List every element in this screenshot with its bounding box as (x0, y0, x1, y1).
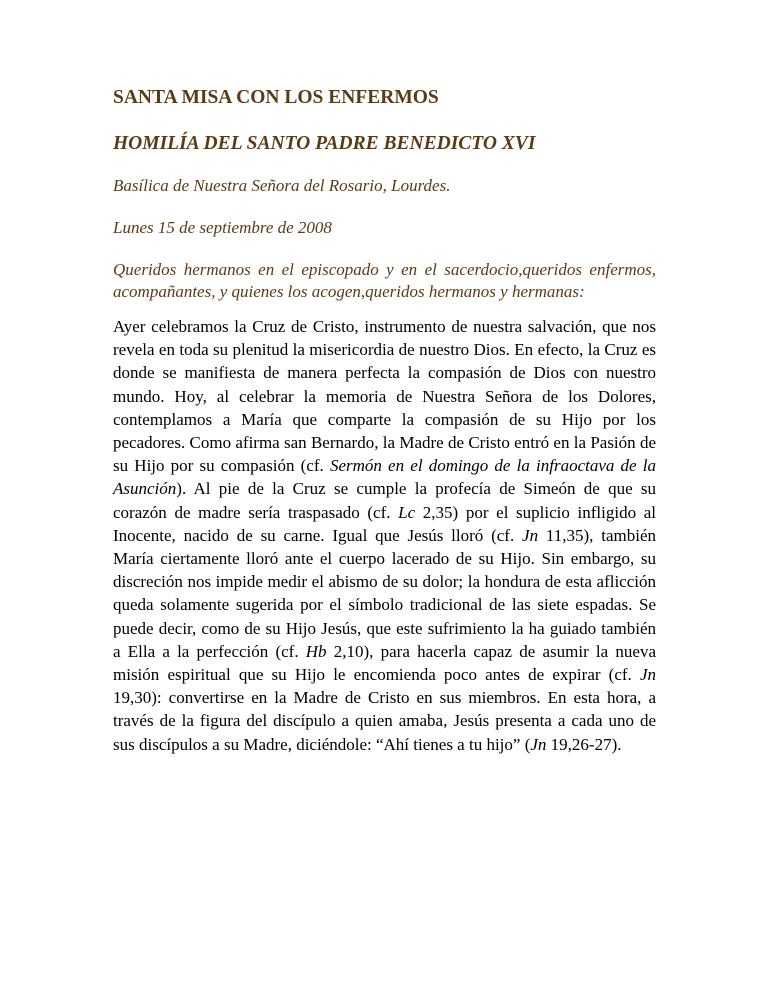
citation-book: Jn (522, 525, 539, 545)
paragraph-text: Ayer celebramos la Cruz de Cristo, instrumento de nuestra salvación, que nos revela en toda su plenitud la misericordia de nuestro Dios. En efecto, la Cruz es donde se manifiesta de manera perfecta la compasión de Dios con nuestro mundo. Hoy, al celebrar la memoria de Nuestra Señora de los Dolores, contemplamos a María que comparte la compasión de su Hijo por los pecadores. Como afirma san Bernardo, la Madre de Cristo entró en la Pasión de su Hijo por su compasión (cf. (113, 317, 656, 476)
paragraph-text: 19,26-27). (546, 734, 622, 754)
location-line: Basílica de Nuestra Señora del Rosario, Lourdes. (113, 176, 451, 195)
greeting-paragraph: Queridos hermanos en el episcopado y en el sacerdocio,queridos enfermos, acompañantes, y quienes los acogen,queridos hermanos y hermanas: (113, 260, 656, 301)
paragraph-text: 19,30): convertirse en la Madre de Cristo en sus miembros. En esta hora, a través de la figura del discípulo a quien amaba, Jesús presenta a cada uno de sus discípulos a su Madre, diciéndole: “Ahí tienes a tu hijo” ( (113, 688, 656, 754)
date-line: Lunes 15 de septiembre de 2008 (113, 218, 332, 237)
paragraph-text: 2,35) por el suplicio infligido al Inocente, nacido de su carne. Igual que Jesús lloró (cf. (113, 502, 656, 545)
citation-book: Jn (530, 734, 547, 754)
paragraph-text: 2,10), para hacerla capaz de asumir la nueva misión espiritual que su Hijo le encomienda poco antes de expirar (cf. (113, 641, 656, 685)
document-content (113, 86, 656, 756)
citation-title: Sermón en el domingo de la infraoctava de la Asunción (113, 456, 656, 499)
paragraph-text: ). Al pie de la Cruz se cumple la profecía de Simeón de que su corazón de madre sería traspasado (cf. (113, 479, 656, 522)
citation-book: Lc (398, 502, 416, 522)
homily-paragraph (113, 315, 656, 756)
citation-book: Jn (639, 665, 656, 685)
citation-book: Hb (305, 641, 327, 661)
paragraph-text: 11,35), también María ciertamente lloró ante el cuerpo lacerado de su Hijo. Sin embargo, su discreción nos impide medir el abismo de su dolor; la hondura de esta aflicción queda solamente sugerida por el símbolo tradicional de las siete espadas. Se puede decir, como de su Hijo Jesús, que este sufrimiento la ha guiado también a Ella a la perfección (cf. (113, 525, 656, 661)
document-subtitle: HOMILÍA DEL SANTO PADRE BENEDICTO XVI (113, 133, 536, 154)
document-title: SANTA MISA CON LOS ENFERMOS (113, 87, 439, 108)
